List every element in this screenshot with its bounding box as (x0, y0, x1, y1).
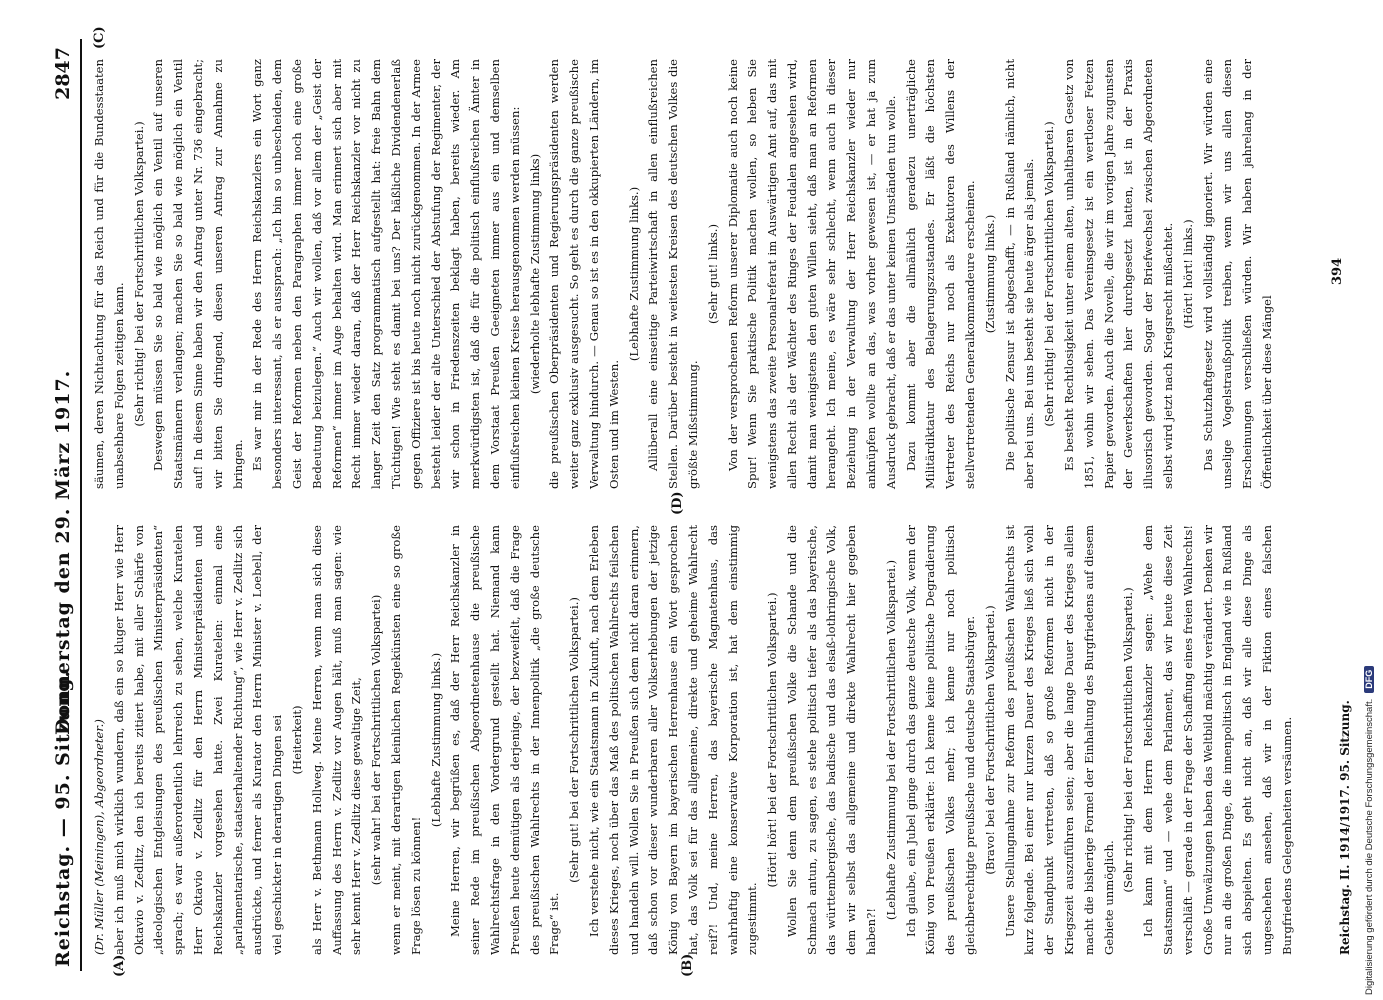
interjection: (Sehr richtig! bei der Fortschrittlichen Volkspartei.) (131, 121, 146, 427)
interjection: (Zustimmung links.) (982, 214, 997, 334)
paragraph: aber ich muß mich wirklich wundern, daß ein so kluger Herr wie Herr Oktavio v. Zedlitz, den ich bereits zitiert habe, mit aller Schärfe von „ideologischen Entgleisungen des preußischen Ministerpräsidenten“ sprach; es war außerordentlich lehrreich zu sehen, welche Kuratelen Herr Oktavio v. Zedlitz für den Herrn Ministerpräsidenten und Reichskanzler vorgesehen hatte. Zwei Kuratelen: einmal eine „parlamentarische, staatserhaltender Richtung“, wie Herr v. Zedlitz sich ausdrückte, und ferner als Kurator den Herrn Minister v. Loebell, der viel geschickter in derartigen Dingen sei (111, 525, 285, 955)
credit-text: Digitalisierung gefördert durch die Deutsche Forschungsgemeinschaft. (1364, 698, 1375, 995)
rotated-document-page (30, 25, 1360, 985)
paragraph: Es war mir in der Rede des Herrn Reichskanzlers ein Wort ganz besonders interessant, als er aussprach: „Ich bin so unbescheiden, dem Geist der Reformen neben den Paragraphen immer noch eine große Bedeutung beizulegen.“ Auch wir wollen, daß vor allem der „Geist der Reformen“ immer im Auge behalten wird. Man erinnert sich aber mit Recht immer wieder daran, daß der Herr Reichskanzler vor nicht zu langer Zeit den Satz programmatisch aufgestellt hat: freie Bahn dem Tüchtigen! Wie steht es damit bei uns? Der häßliche Dividendenerlaß gegen Offiziere ist bis heute noch nicht zurückgenommen. In der Armee besteht leider der alte Unterschied der Abstufung der Regimenter, der wir schon in Friedenszeiten beklagt haben, bereits wieder. Am merkwürdigsten ist, daß die für die politisch einflußreichen Ämter in dem Vorstaat Preußen Geeigneten immer aus ein und demselben einflußreichen kleinen Kreise herausgenommen werden müssen: (250, 59, 522, 489)
paragraph: Ich verstehe nicht, wie ein Staatsmann in Zukunft, nach dem Erleben dieses Krieges, noch über das Maß des politischen Wahlrechts feilschen und handeln will. Wollen Sie in Preußen sich dem nicht daran erinnern, daß schon vor dieser wunderbaren aller Volkserhebungen der jetzige König von Bayern im bayerischen Herrenhause ein Wort gesprochen hat, das Volk sei für das allgemeine, direkte und geheime Wahlrecht reif?! Und, meine Herren, das bayerische Magnatenhaus, das wahrhaftig eine konservative Korporation ist, hat dem einstimmig zugestimmt. (586, 525, 760, 955)
interjection: (Sehr richtig! bei der Fortschrittlichen Volkspartei.) (1121, 587, 1136, 893)
interjection: (Sehr richtig! bei der Fortschrittlichen Volkspartei.) (1042, 121, 1057, 427)
left-text-column (90, 525, 1298, 955)
interjection: (Sehr gut! bei der Fortschrittlichen Volkspartei.) (567, 597, 582, 883)
margin-marker-c: (C) (92, 26, 107, 49)
header-date: Donnerstag den 29. März 1917. (52, 369, 74, 735)
interjection: (Bravo! bei der Fortschrittlichen Volkspartei.) (982, 605, 997, 875)
paragraph: Deswegen müssen Sie so bald wie möglich ein Ventil auf unseren Staatsmännern verlangen; machen Sie so bald wie möglich ein Ventil auf! In diesem Sinne haben wir den Antrag unter Nr. 736 eingebracht; wir bitten Sie dringend, diesen unseren Antrag zur Annahme zu bringen. (151, 59, 245, 489)
header-left: Reichstag. — 95. Sitzung. (52, 669, 74, 967)
signature-mark: 394 (1330, 257, 1345, 285)
paragraph: Das Schutzhaftgesetz wird vollständig ignoriert. Wir würden eine unselige Vogelstraußpolitik treiben, wenn wir uns allen diesen Erscheinungen verschließen würden. Wir haben jahrelang in der Öffentlichkeit über diese Mängel (1200, 59, 1275, 489)
margin-marker-b: (B) (680, 953, 695, 977)
paragraph: säumen, deren Nichtachtung für das Reich und für die Bundesstaaten unabsehbare Folgen zeitigen kann. (92, 59, 126, 489)
paragraph: (Dr. Müller (Meiningen), Abgeordneter.) (92, 719, 106, 955)
interjection: (Lebhafte Zustimmung links.) (428, 652, 443, 828)
interjection: (Hört! hört! links.) (1180, 219, 1195, 329)
paragraph: als Herr v. Bethmann Hollweg. Meine Herren, wenn man sich diese Auffassung des Herrn v. Zedlitz vor Augen hält, muß man sagen: wie sehr kennt Herr v. Zedlitz diese gewaltige Zeit, (309, 525, 364, 955)
paragraph: Dazu kommt aber die allmählich geradezu unerträgliche Militärdiktatur des Belagerungszustandes. Er läßt die höchsten Vertreter des Reichs nur noch als Exekutoren des Willens der stellvertretenden Generalkommandeure erscheinen. (903, 59, 978, 489)
interjection: (sehr wahr! bei der Fortschrittlichen Volkspartei) (369, 594, 384, 886)
paragraph: Ich kann mit dem Herrn Reichskanzler sagen: „Wehe dem Staatsmann“ und — wehe dem Parlament, das wir heute diese Zeit verschläft — gerade in der Frage der Schaffung eines freien Wahlrechts! Große Umwälzungen haben das Weltbild mächtig verändert. Denken wir nur an die großen Dinge, die innenpolitisch in England wie in Rußland sich abspielten. Es geht nicht an, daß wir alle diese Dinge als ungeschehen ansehen, daß wir in der Fiktion eines falschen Burgfriedens Gelegenheiten versäumen. (1141, 525, 1294, 955)
paragraph: Ich glaube, ein Jubel ginge durch das ganze deutsche Volk, wenn der König von Preußen erklärte: Ich kenne keine politische Degradierung des preußischen Volkes mehr; ich kenne nur noch politisch gleichberechtigte preußische und deutsche Staatsbürger. (903, 525, 978, 955)
interjection: (Hört! hört! bei der Fortschrittlichen Volkspartei.) (765, 592, 780, 888)
paragraph: Allüberall eine einseitige Parteiwirtschaft in allen einflußreichen Stellen. Darüber besteht in weitesten Kreisen des deutschen Volkes die größte Mißstimmung. (646, 59, 700, 489)
margin-marker-a: (A) (112, 954, 127, 977)
page-header (52, 25, 88, 985)
paragraph: Meine Herren, wir begrüßen es, daß der Herr Reichskanzler in seiner Rede im preußischen Abgeordnetenhause die preußische Wahlrechtsfrage in den Vordergrund gestellt hat. Niemand kann Preußen heute demütigen als derjenige, der bezweifelt, daß die Frage des preußischen Wahlrechts in der Innenpolitik „die große deutsche Frage“ ist. (448, 525, 562, 955)
paragraph: Von der versprochenen Reform unserer Diplomatie auch noch keine Spur! Wenn Sie praktische Politik machen wollen, so heben Sie wenigstens das zweite Personalreferat im Auswärtigen Amt auf, das mit allen Recht als der Wächter des Ringes der Feudalen angesehen wird, damit man wenigstens den guten Willen sieht, daß man an Reformen herangeht. Ich meine, es wäre sehr schlecht, wenn auch in dieser Beziehung in der Verwaltung der Herr Reichskanzler wieder nur anknüpfen wollte an das, was vorher gewesen ist, — er hat ja zum Ausdruck gebracht, daß er das unter keinen Umständen tun wolle. (725, 59, 898, 489)
paragraph: Unsere Stellungnahme zur Reform des preußischen Wahlrechts ist kurz folgende. Bei einer nur kurzen Dauer des Krieges ließ sich wohl der Standpunkt vertreten, daß so große Reformen nicht in der Kriegszeit auszuführen seien; aber die lange Dauer des Krieges allein macht die bisherige Formel der Einhaltung des Burgfriedens auf diesem Gebiete unmöglich. (1002, 525, 1116, 955)
paragraph: die preußischen Oberpräsidenten und Regierungspräsidenten werden weiter ganz exklusiv ausgesucht. So geht es durch die ganze preußische Verwaltung hindurch. — Genau so ist es in den okkupierten Ländern, im Osten und im Westen. (547, 59, 621, 489)
interjection: (Heiterkeit) (289, 705, 304, 775)
header-rule (80, 39, 82, 971)
interjection: (Lebhafte Zustimmung bei der Fortschrittlichen Volkspartei.) (883, 559, 898, 921)
paragraph: Wollen Sie denn dem preußischen Volke die Schande und die Schmach antun, zu sagen, es stehe politisch tiefer als das bayerische, das württembergische, das badische und das elsaß-lothringische Volk, dem wir selbst das allgemeine und direkte Wahlrecht hier gegeben haben?! (784, 525, 879, 955)
interjection: (wiederholte lebhafte Zustimmung links) (527, 153, 542, 395)
page-number: 2847 (52, 47, 74, 100)
digitization-credit (1364, 0, 1380, 995)
right-text-column (90, 59, 1278, 489)
dfg-logo: DFG (1364, 666, 1374, 693)
page-footer: Reichstag. II. 1914/1917. 95. Sitzung. (1338, 700, 1352, 955)
interjection: (Sehr gut! links.) (705, 224, 720, 324)
paragraph: Es besteht Rechtlosigkeit unter einem alten, unhaltbaren Gesetz von 1851, wohin wir sehen. Das Vereinsgesetz ist ein wertloser Fetzen Papier geworden. Auch die Novelle, die wir im vorigen Jahre zugunsten der Gewerkschaften hier durchgesetzt hatten, ist in der Praxis illusorisch geworden. Sogar der Briefwechsel zwischen Abgeordneten selbst wird jetzt nach Kriegsrecht mißachtet. (1062, 59, 1176, 489)
paragraph: Die politische Zensur ist abgeschafft, — in Rußland nämlich, nicht aber bei uns. Bei uns besteht sie heute ärger als jemals. (1002, 59, 1037, 489)
paragraph: wenn er meint, mit derartigen kleinlichen Regiekünsten eine so große Frage lösen zu können! (388, 525, 423, 955)
margin-marker-d: (D) (670, 491, 685, 515)
interjection: (Lebhafte Zustimmung links.) (626, 186, 641, 362)
